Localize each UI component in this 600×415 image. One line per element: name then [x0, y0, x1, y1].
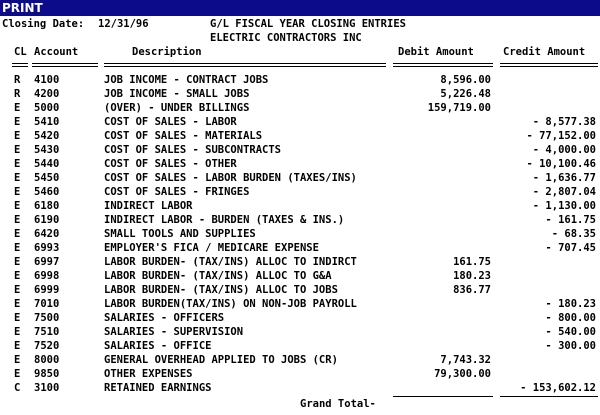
- row-cl: E: [14, 214, 21, 226]
- col-header-account: Account: [34, 46, 79, 58]
- row-account: 5430: [34, 144, 60, 156]
- row-description: COST OF SALES - FRINGES: [104, 186, 250, 198]
- row-cl: R: [14, 88, 21, 100]
- closing-date-value: 12/31/96: [98, 18, 149, 30]
- row-cl: E: [14, 116, 21, 128]
- row-credit: - 2,807.04: [532, 186, 596, 198]
- row-cl: E: [14, 270, 21, 282]
- row-credit: - 161.75: [545, 214, 596, 226]
- total-rule-credit: [500, 396, 598, 397]
- row-description: RETAINED EARNINGS: [104, 382, 212, 394]
- row-cl: R: [14, 74, 21, 86]
- row-description: LABOR BURDEN- (TAX/INS) ALLOC TO G&A: [104, 270, 332, 282]
- row-account: 5410: [34, 116, 60, 128]
- row-account: 6998: [34, 270, 60, 282]
- row-description: OTHER EXPENSES: [104, 368, 193, 380]
- row-description: (OVER) - UNDER BILLINGS: [104, 102, 250, 114]
- row-account: 3100: [34, 382, 60, 394]
- rule-description-1: [104, 63, 386, 64]
- row-account: 6190: [34, 214, 60, 226]
- row-cl: E: [14, 130, 21, 142]
- row-debit: 159,719.00: [427, 102, 491, 114]
- rule-account-2: [32, 66, 98, 67]
- row-description: LABOR BURDEN- (TAX/INS) ALLOC TO INDIRCT: [104, 256, 357, 268]
- row-account: 7500: [34, 312, 60, 324]
- row-cl: E: [14, 144, 21, 156]
- rule-credit-2: [500, 66, 598, 67]
- row-cl: E: [14, 242, 21, 254]
- row-description: JOB INCOME - CONTRACT JOBS: [104, 74, 269, 86]
- company-name: ELECTRIC CONTRACTORS INC: [210, 32, 362, 44]
- rule-description-2: [104, 66, 386, 67]
- row-cl: E: [14, 368, 21, 380]
- row-description: LABOR BURDEN- (TAX/INS) ALLOC TO JOBS: [104, 284, 338, 296]
- row-description: COST OF SALES - LABOR BURDEN (TAXES/INS): [104, 172, 357, 184]
- row-account: 7010: [34, 298, 60, 310]
- grand-total-label: Grand Total-: [300, 398, 376, 410]
- row-debit: 180.23: [453, 270, 491, 282]
- row-debit: 79,300.00: [434, 368, 491, 380]
- row-credit: - 707.45: [545, 242, 596, 254]
- row-cl: E: [14, 312, 21, 324]
- row-description: COST OF SALES - MATERIALS: [104, 130, 263, 142]
- row-account: 5450: [34, 172, 60, 184]
- col-header-description: Description: [132, 46, 202, 58]
- row-credit: - 800.00: [545, 312, 596, 324]
- rule-debit-2: [393, 66, 493, 67]
- row-credit: - 77,152.00: [526, 130, 596, 142]
- row-account: 5460: [34, 186, 60, 198]
- row-credit: - 8,577.38: [532, 116, 596, 128]
- row-account: 8000: [34, 354, 60, 366]
- row-cl: E: [14, 172, 21, 184]
- row-description: INDIRECT LABOR - BURDEN (TAXES & INS.): [104, 214, 345, 226]
- row-cl: C: [14, 382, 21, 394]
- row-description: COST OF SALES - LABOR: [104, 116, 237, 128]
- row-credit: - 10,100.46: [526, 158, 596, 170]
- report-title: G/L FISCAL YEAR CLOSING ENTRIES: [210, 18, 406, 30]
- row-account: 5420: [34, 130, 60, 142]
- row-cl: E: [14, 284, 21, 296]
- row-debit: 5,226.48: [440, 88, 491, 100]
- row-account: 6993: [34, 242, 60, 254]
- row-description: INDIRECT LABOR: [104, 200, 193, 212]
- row-debit: 8,596.00: [440, 74, 491, 86]
- rule-credit-1: [500, 63, 598, 64]
- row-account: 4100: [34, 74, 60, 86]
- row-credit: - 4,000.00: [532, 144, 596, 156]
- row-credit: - 180.23: [545, 298, 596, 310]
- rule-debit-1: [393, 63, 493, 64]
- row-description: SMALL TOOLS AND SUPPLIES: [104, 228, 256, 240]
- closing-date-label: Closing Date:: [2, 18, 85, 30]
- row-cl: E: [14, 186, 21, 198]
- rule-cl-1: [12, 63, 28, 64]
- row-account: 5000: [34, 102, 60, 114]
- row-cl: E: [14, 158, 21, 170]
- row-cl: E: [14, 228, 21, 240]
- row-description: SALARIES - SUPERVISION: [104, 326, 244, 338]
- row-credit: - 68.35: [551, 228, 596, 240]
- row-description: SALARIES - OFFICERS: [104, 312, 225, 324]
- col-header-debit: Debit Amount: [398, 46, 474, 58]
- window-title-bar: [0, 0, 600, 16]
- row-account: 6997: [34, 256, 60, 268]
- row-account: 4200: [34, 88, 60, 100]
- row-credit: - 1,130.00: [532, 200, 596, 212]
- rule-account-1: [32, 63, 98, 64]
- row-description: SALARIES - OFFICE: [104, 340, 212, 352]
- row-cl: E: [14, 326, 21, 338]
- row-description: COST OF SALES - OTHER: [104, 158, 237, 170]
- row-account: 7520: [34, 340, 60, 352]
- row-account: 6180: [34, 200, 60, 212]
- row-description: COST OF SALES - SUBCONTRACTS: [104, 144, 282, 156]
- row-credit: - 153,602.12: [520, 382, 596, 394]
- row-account: 9850: [34, 368, 60, 380]
- row-account: 5440: [34, 158, 60, 170]
- row-cl: E: [14, 298, 21, 310]
- window-title: PRINT: [2, 1, 43, 15]
- row-description: EMPLOYER'S FICA / MEDICARE EXPENSE: [104, 242, 319, 254]
- row-credit: - 1,636.77: [532, 172, 596, 184]
- row-debit: 836.77: [453, 284, 491, 296]
- row-description: JOB INCOME - SMALL JOBS: [104, 88, 250, 100]
- row-debit: 161.75: [453, 256, 491, 268]
- row-cl: E: [14, 102, 21, 114]
- row-debit: 7,743.32: [440, 354, 491, 366]
- total-rule-debit: [393, 396, 493, 397]
- row-description: LABOR BURDEN(TAX/INS) ON NON-JOB PAYROLL: [104, 298, 357, 310]
- row-cl: E: [14, 256, 21, 268]
- rule-cl-2: [12, 66, 28, 67]
- row-credit: - 300.00: [545, 340, 596, 352]
- row-account: 6420: [34, 228, 60, 240]
- row-cl: E: [14, 354, 21, 366]
- col-header-cl: CL: [14, 46, 27, 58]
- row-description: GENERAL OVERHEAD APPLIED TO JOBS (CR): [104, 354, 338, 366]
- row-credit: - 540.00: [545, 326, 596, 338]
- row-cl: E: [14, 340, 21, 352]
- row-account: 6999: [34, 284, 60, 296]
- row-account: 7510: [34, 326, 60, 338]
- row-cl: E: [14, 200, 21, 212]
- col-header-credit: Credit Amount: [503, 46, 586, 58]
